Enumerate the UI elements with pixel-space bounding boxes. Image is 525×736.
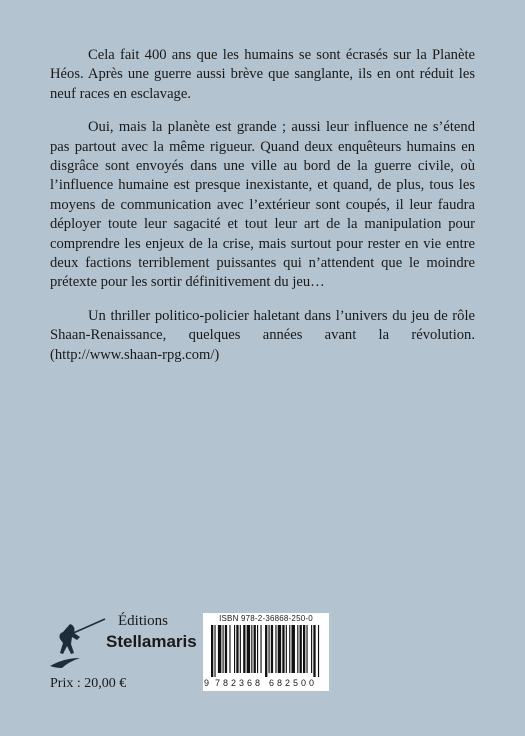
barcode-bar [240, 625, 241, 673]
barcode-bar [260, 625, 261, 673]
barcode-digit: 8 [277, 678, 283, 688]
barcode-bar [303, 625, 305, 673]
barcode-bar [247, 625, 250, 673]
barcode-bar [269, 625, 270, 673]
barcode-bar [218, 625, 221, 673]
barcode-digit: 0 [301, 678, 307, 688]
barcode-bar [278, 625, 281, 673]
barcode-digit: 9 [204, 678, 210, 688]
isbn-barcode [203, 613, 329, 691]
publisher-name: Stellamaris [106, 632, 197, 651]
barcode-bar [306, 625, 307, 673]
barcode-bar [265, 625, 267, 677]
barcode-bar [243, 625, 245, 673]
barcode-bar [223, 625, 224, 673]
barcode-bar [257, 625, 258, 673]
barcode-bar [236, 625, 238, 673]
barcode-digit: 8 [223, 678, 229, 688]
blurb-paragraph-2: Oui, mais la planète est grande ; aussi leur influence ne s’étend pas partout avec la même rigueur. Quand deux enquêteurs humains en disgrâce sont envoyés dans une ville au bord de la guerre civile, où l’influence humaine est presque inexistante, et quand, de plus, tous les moyens de communication avec l’extérieur sont coupés, il leur faudra déployer toute leur sagacité et tout leur art de la manipulation pour comprendre les enjeux de la crise, mais surtout pour rester en vie entre deux factions terriblement puissantes qui n’attendent que le moindre prétexte pour les sortir définitivement du jeu… [50, 119, 475, 291]
barcode-digit: 2 [285, 678, 291, 688]
barcode-digits [203, 678, 329, 690]
barcode-bar [300, 625, 302, 673]
barcode-digit: 6 [247, 678, 253, 688]
barcode-digit: 7 [215, 678, 221, 688]
barcode-bar [311, 625, 312, 673]
barcode-bar [313, 625, 315, 677]
blurb-paragraph-1: Cela fait 400 ans que les humains se sont écrasés sur la Planète Héos. Après une guerre aussi brève que sanglante, ils en ont réduit les neuf races en esclavage. [50, 47, 475, 102]
barcode-bar [289, 625, 290, 673]
barcode-bar [229, 625, 230, 673]
barcode-bar [254, 625, 256, 673]
barcode-digit: 5 [293, 678, 299, 688]
barcode-digit: 3 [239, 678, 245, 688]
publisher-text [106, 612, 197, 652]
barcode-bar [225, 625, 227, 673]
barcode-bar [297, 625, 298, 673]
fisherman-silhouette-icon [48, 618, 106, 670]
barcode-bar [282, 625, 284, 673]
price: Prix : 20,00 € [50, 676, 127, 691]
barcode-digit: 2 [231, 678, 237, 688]
publisher-editions: Éditions [118, 613, 169, 629]
barcode-bar [318, 625, 319, 677]
blurb [50, 46, 475, 379]
barcode-bar [286, 625, 287, 673]
barcode-bar [275, 625, 276, 673]
barcode-bar [234, 625, 235, 673]
barcode-bar [214, 625, 215, 677]
barcode-bar [211, 625, 213, 677]
barcode-bar [251, 625, 252, 673]
barcode-digit: 6 [269, 678, 275, 688]
barcode-bars [203, 625, 329, 677]
barcode-digit: 8 [255, 678, 261, 688]
publisher-logo [48, 612, 203, 672]
barcode-bar [292, 625, 295, 673]
blurb-paragraph-3: Un thriller politico-policier haletant dans l’univers du jeu de rôle Shaan-Renaissance, quelques années avant la révolution. (http://www.shaan-rpg.com/) [50, 307, 475, 363]
barcode-bar [271, 625, 273, 673]
barcode-digit: 0 [309, 678, 315, 688]
isbn-number: ISBN 978-2-36868-250-0 [219, 614, 313, 623]
